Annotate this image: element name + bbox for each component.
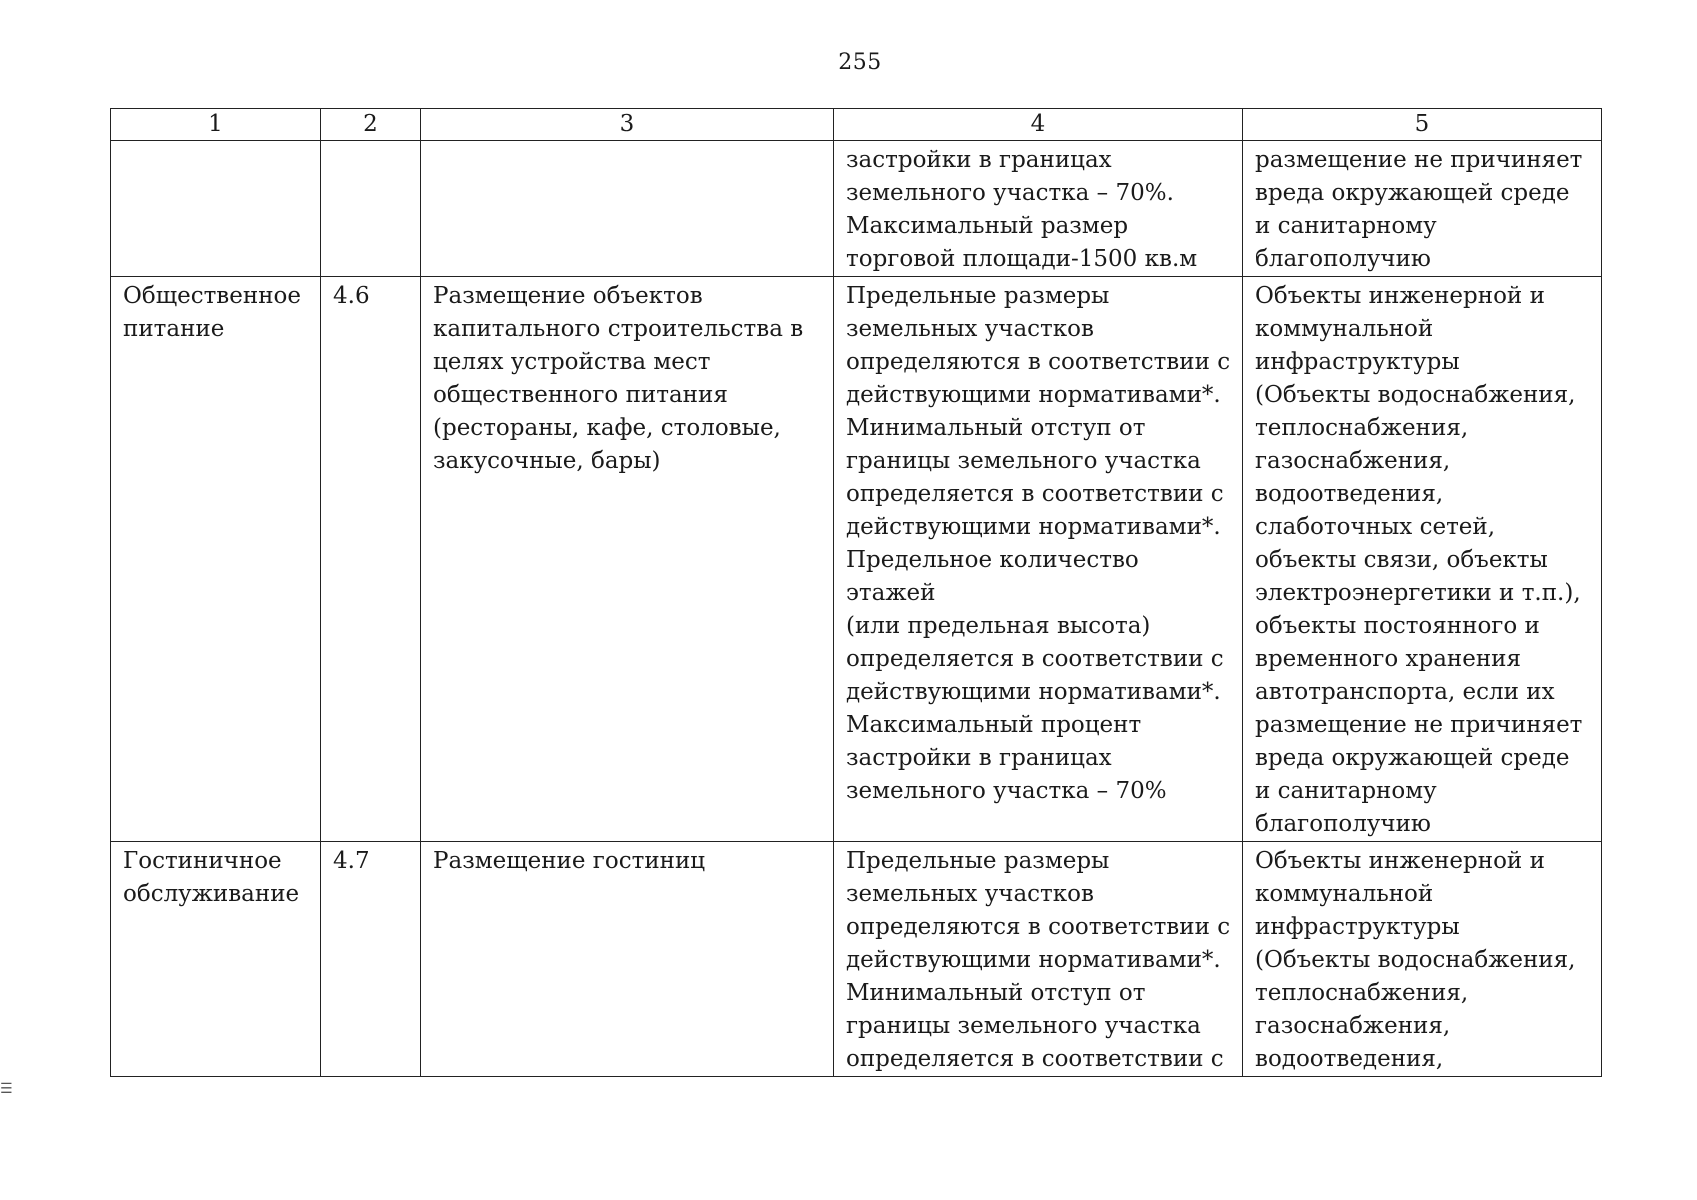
auxiliary-uses-text: Объекты инженерной и коммунальной инфраструктуры (Объекты водоснабжения, теплоснабжения, газоснабжения, водоотведения, слаботочных сетей, объекты связи, объекты электроэнергетики и т.п.), объекты постоянного и временного хранения автотранспорта, если их размещение не причиняет вреда окружающей среде и санитарному благополучию [1255,283,1583,837]
table-row [111,842,1602,1077]
table-row [111,141,1602,277]
parameters-text: Предельные размеры земельных участков определяются в соответствии с действующими нормативами*. Минимальный отступ от границы земельного участка определяется в соответствии с действующими нормативами*. Предельное количество этажей (или предельная высота) определяется в соответствии с действующими нормативами*. Максимальный процент застройки в границах земельного участка – 70% [846,283,1231,804]
cell-use-code [321,141,421,277]
cell-use-name [111,141,321,277]
cell-parameters [834,842,1243,1077]
auxiliary-uses-text: размещение не причиняет вреда окружающей среде и санитарному благополучию [1255,147,1583,272]
cell-parameters [834,277,1243,842]
column-header-2: 2 [321,109,421,141]
use-code-text: 4.7 [333,848,370,874]
column-header-4: 4 [834,109,1243,141]
table-header-row [111,109,1602,141]
table-row [111,277,1602,842]
scan-edge-mark: ☰ [0,1081,13,1097]
parameters-text: Предельные размеры земельных участков определяются в соответствии с действующими нормативами*. Минимальный отступ от границы земельного участка определяется в соответствии с [846,848,1231,1072]
parameters-text: застройки в границах земельного участка – 70%. Максимальный размер торговой площади-1500 кв.м [846,147,1198,272]
cell-use-description [421,842,834,1077]
cell-use-name [111,277,321,842]
use-name-text: Гостиничное обслуживание [123,848,300,907]
column-header-5: 5 [1243,109,1602,141]
page-number: 255 [838,50,882,75]
cell-auxiliary-uses [1243,141,1602,277]
cell-auxiliary-uses [1243,277,1602,842]
cell-use-description [421,277,834,842]
cell-auxiliary-uses [1243,842,1602,1077]
cell-use-description [421,141,834,277]
cell-use-code [321,277,421,842]
zoning-table [110,108,1602,1077]
use-code-text: 4.6 [333,283,370,309]
use-description-text: Размещение объектов капитального строительства в целях устройства мест общественного питания (рестораны, кафе, столовые, закусочные, бары) [433,283,804,474]
cell-parameters [834,141,1243,277]
use-name-text: Общественное питание [123,283,301,342]
column-header-3: 3 [421,109,834,141]
cell-use-code [321,842,421,1077]
column-header-1: 1 [111,109,321,141]
cell-use-name [111,842,321,1077]
auxiliary-uses-text: Объекты инженерной и коммунальной инфраструктуры (Объекты водоснабжения, теплоснабжения, газоснабжения, водоотведения, [1255,848,1576,1072]
use-description-text: Размещение гостиниц [433,848,706,874]
